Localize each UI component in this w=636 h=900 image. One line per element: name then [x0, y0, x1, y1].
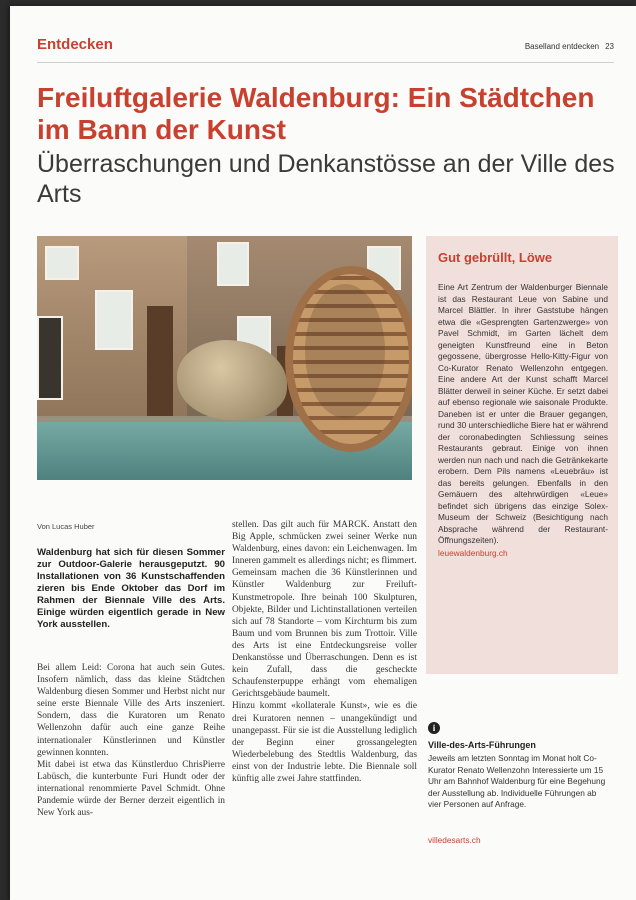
magazine-page — [10, 6, 636, 900]
article-title: Freiluftgalerie Waldenburg: Ein Städtchen im Bann der Kunst — [37, 82, 595, 145]
section-label: Entdecken — [37, 36, 113, 53]
running-title: Baselland entdecken — [524, 42, 600, 51]
info-title: Ville-des-Arts-Führungen — [428, 740, 536, 750]
sidebar-body: Eine Art Zentrum der Waldenburger Biennale ist das Restaurant Leue von Sabine und Marcel Blättler. In ihrer Gaststube hängen etwa die «Gesprengten Gartenzwerge» von Pavel Schmidt, im Garten lächelt dem geneigten Kunstfreund eine in Beton gegossene, übergrosse Hello-Kitty-Figur von Co-Kurator Renato Wellenzohn entgegen. Eine andere Art der Kunst schafft Marcel Blätter derweil in seiner Küche. Er setzt dabei auf ebenso regionale wie saisonale Produkte. Daneben ist er unter die Brauer gegangen, rund 30 unterschiedliche Biere hat er während der coronabedingten Schliessung seines Restaurants gebraut. Einige von ihnen werden nun nach und nach die Getränkekarte erobern. Dem Pils namens «Leuebräu» ist das bereits gelungen. Ebenfalls in den Gemäuern des altehrwürdigen «Leue» befindet sich übrigens das einzige Solex-Museum der Schweiz (Besichtigung nach Absprache während der Restaurant-Öffnungszeiten). — [438, 282, 608, 545]
sidebar-link[interactable]: leuewaldenburg.ch — [438, 547, 508, 558]
fountain-photo — [37, 236, 412, 480]
body-paragraph: Gemeinsam machen die 36 Künstlerinnen und Künstler Waldenburg zur Freiluft-Kunstmetropole. Ihre beinah 100 Skulpturen, Objekte, Bilder und Lichtinstallationen verteilen sich auf 78 Standorte – vom Kirchturm bis zum Baum und vom Brunnen bis zum Trottoir. Ville des Arts ist eine Entdeckungsreise voller Denkanstösse und Überraschungen. Denn es ist kein Zufall, dass die gescheckte Schaufensterpuppe erhängt vom ehemaligen Gerichtsgebäude baumelt. — [232, 568, 417, 700]
lead-paragraph: Waldenburg hat sich für diesen Sommer zur Outdoor-Galerie herausgeputzt. 90 Installationen von 36 Kunstschaffenden zieren bis Ende Oktober das Dorf im Rahmen der Biennale Ville des Arts. Einige würden eigentlich gerade in New York ausstellen. — [37, 547, 225, 630]
info-text: Jeweils am letzten Sonntag im Monat holt Co-Kurator Renato Wellenzohn Interessierte um 15 Uhr am Bahnhof Waldenburg für eine Begehung der Ausstellung ab. Individuelle Führungen ab vier Personen auf Anfrage. — [428, 753, 606, 809]
article-subtitle: Überraschungen und Denkanstösse an der Ville des Arts — [37, 150, 615, 208]
sidebar-text — [438, 282, 608, 559]
author-byline: Von Lucas Huber — [37, 522, 95, 531]
body-paragraph: Bei allem Leid: Corona hat auch sein Gutes. Insofern nämlich, dass das kleine Städtchen Waldenburg diesen Sommer und Herbst nicht nur seine erste Biennale Ville des Arts inszeniert. Sondern, dass die Kuratoren um Renato Wellenzohn dafür auch eine ganze Reihe internationaler Künstlerinnen und Künstler gewinnen konnten. — [37, 663, 225, 758]
sidebar-title: Gut gebrüllt, Löwe — [438, 250, 553, 265]
body-paragraph: Mit dabei ist etwa das Künstlerduo ChrisPierre Labüsch, die kunterbunte Furi Hundt oder der international renommierte Pavel Schmidt. Ohne Pandemie würde der Berner derzeit eigentlich in New York aus- — [37, 759, 225, 819]
body-column-1 — [37, 662, 225, 819]
page-header — [525, 42, 614, 51]
header-divider — [37, 62, 614, 63]
body-column-2 — [232, 519, 417, 785]
body-paragraph: Hinzu kommt «kollaterale Kunst», wie es die drei Kuratoren nennen – unangekündigt und unangepasst. Für sie ist die Ausstellung lediglich der Beginn einer grossangelegten Wiederbelebung des Stedtlis Waldenburg, das einst von der Industrie lebte. Die Biennale soll künftig alle zwei Jahre stattfinden. — [232, 701, 417, 784]
info-icon: i — [428, 722, 440, 734]
info-link[interactable]: villedesarts.ch — [428, 835, 481, 845]
sidebar-box — [426, 236, 618, 674]
body-paragraph: stellen. Das gilt auch für MARCK. Anstatt den Big Apple, schmücken zwei seiner Werke nun Waldenburg, eines davon: ein Leichenwagen. Im Inneren gammelt es allerdings nicht; es flimmert. — [232, 520, 417, 567]
page-number: 23 — [605, 42, 614, 51]
